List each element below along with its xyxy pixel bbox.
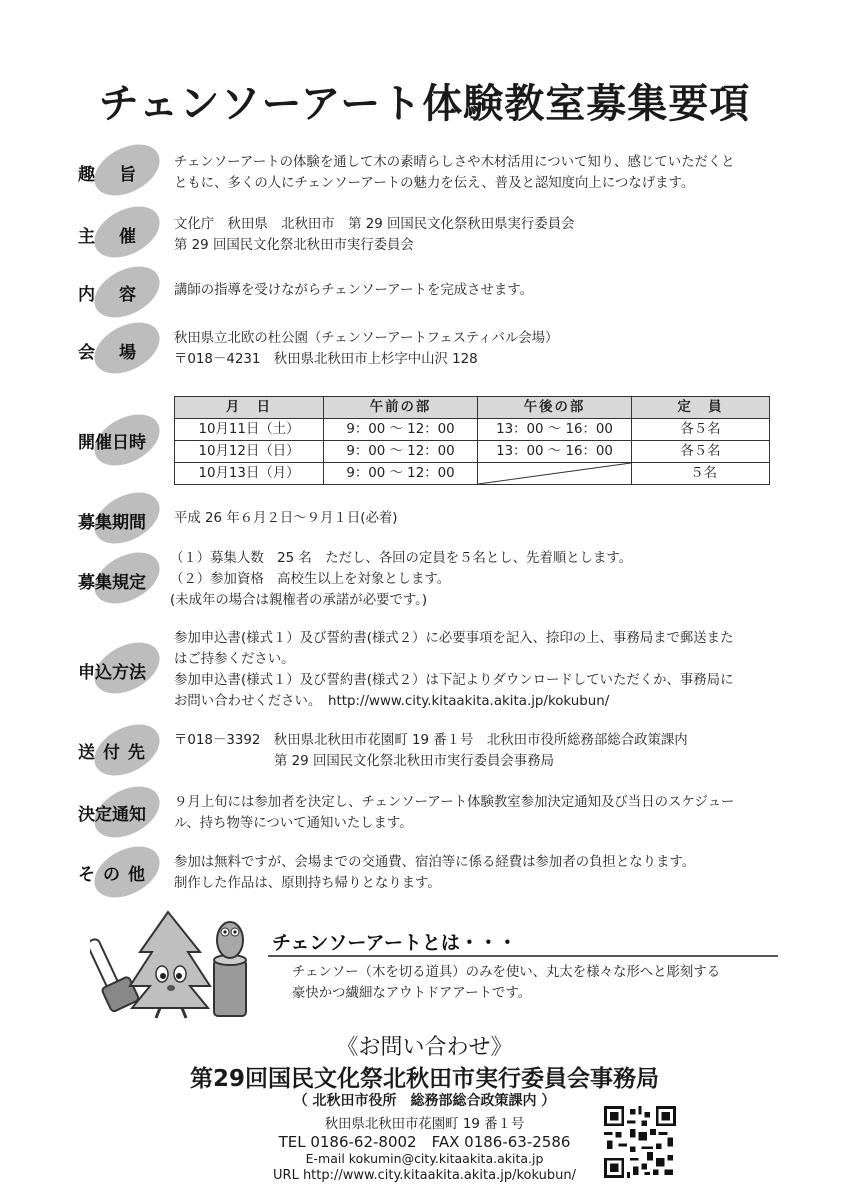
section-label-content: 内容 [70,280,165,332]
page-title: チェンソーアート体験教室募集要項 [98,81,751,127]
contact-organization: 第29回国民文化祭北秋田市実行委員会事務局 [189,1066,659,1092]
schedule-table [174,396,770,485]
contact-url: URL http://www.city.kitaakita.akita.jp/kokubun/ [273,1168,576,1183]
header-pm: 午後の部 [478,397,632,419]
rules-text: （１）募集人数 25 名 ただし、各回の定員を５名とし、先着順とします。 （２）参加資格 高校生以上を対象とします。 (未成年の場合は親権者の承諾が必要です。) [170,551,633,608]
section-label-schedule: 開催日時 [70,396,165,448]
apply-text: 参加申込書(様式１）及び誓約書(様式２）に必要事項を記入、捺印の上、事務局まで郵送また はご持参ください。 参加申込書(様式１）及び誓約書(様式２）は下記よりダウンロードしていただくか、事務局に お問い合わせください。 http://www.city.kitaakita.akita.jp/kokubun/ [174,628,774,712]
table-row: 10月11日（土） 9：00 ～ 12：00 13：00 ～ 16：00 各５名 [175,419,770,441]
section-label-send: 送付先 [70,730,165,782]
contact-department: （ 北秋田市役所 総務部総合政策課内 ） [293,1093,556,1109]
qr-code-icon [604,1106,676,1178]
section-label-apply: 申込方法 [70,628,165,680]
period-text: 平成 26 年６月２日～９月１日(必着) [174,511,398,526]
section-label-notice: 決定通知 [70,792,165,844]
section-label-period: 募集期間 [70,508,165,560]
table-header-row [175,397,770,419]
venue-text: 秋田県立北欧の杜公園（チェンソーアートフェスティバル会場） 〒018－4231 秋田県北秋田市上杉字中山沢 128 [174,331,559,367]
schedule-table-wrap [174,396,774,485]
contact-tel-fax: TEL 0186-62-8002 FAX 0186-63-2586 [278,1133,571,1151]
send-text: 〒018－3392 秋田県北秋田市花園町 19 番１号 北秋田市役所総務部総合政策課内 第 29 回国民文化祭北秋田市実行委員会事務局 [174,733,688,769]
table-row: 10月12日（日） 9：00 ～ 12：00 13：00 ～ 16：00 各５名 [175,441,770,463]
other-text: 参加は無料ですが、会場までの交通費、宿泊等に係る経費は参加者の負担となります。 制作した作品は、原則持ち帰りとなります。 [174,855,696,891]
contact-address: 秋田県北秋田市花園町 19 番１号 [324,1117,525,1132]
content-text: 講師の指導を受けながらチェンソーアートを完成させます。 [174,283,533,298]
apply-url: お問い合わせください。 http://www.city.kitaakita.akita.jp/kokubun/ [174,694,610,709]
purpose-text: チェンソーアートの体験を通して木の素晴らしさや木材活用について知り、感じていただくと ともに、多くの人にチェンソーアートの魅力を伝え、普及と認知度向上につなげます。 [174,155,735,191]
about-divider [268,955,778,957]
notice-text: ９月上旬には参加者を決定し、チェンソーアート体験教室参加決定通知及び当日のスケジュー ル、持ち物等について通知いたします。 [174,795,735,831]
section-label-other: その他 [70,852,165,904]
section-label-host: 主催 [70,214,165,266]
table-row: 10月13日（月） 9：00 ～ 12：00 ５名 [175,463,770,485]
section-label-rules: 募集規定 [70,548,165,600]
host-text: 文化庁 秋田県 北秋田市 第 29 回国民文化祭秋田県実行委員会 第 29 回国民文化祭北秋田市実行委員会 [174,217,575,253]
header-date: 月 日 [175,397,324,419]
section-label-venue: 会場 [70,328,165,380]
mascot-illustration-icon [90,908,260,1020]
header-capacity: 定 員 [632,397,770,419]
contact-email: E-mail kokumin@city.kitaakita.akita.jp [305,1151,544,1166]
contact-heading: 《お問い合わせ》 [336,1035,513,1060]
about-title: チェンソーアートとは・・・ [272,932,517,954]
about-text: チェンソー（木を切る道具）のみを使い、丸太を様々な形へと彫刻する 豪快かつ繊細なアウトドアアートです。 [292,965,721,1001]
header-am: 午前の部 [324,397,478,419]
empty-cell-diagonal [478,463,632,485]
section-label-purpose: 趣旨 [70,152,165,204]
